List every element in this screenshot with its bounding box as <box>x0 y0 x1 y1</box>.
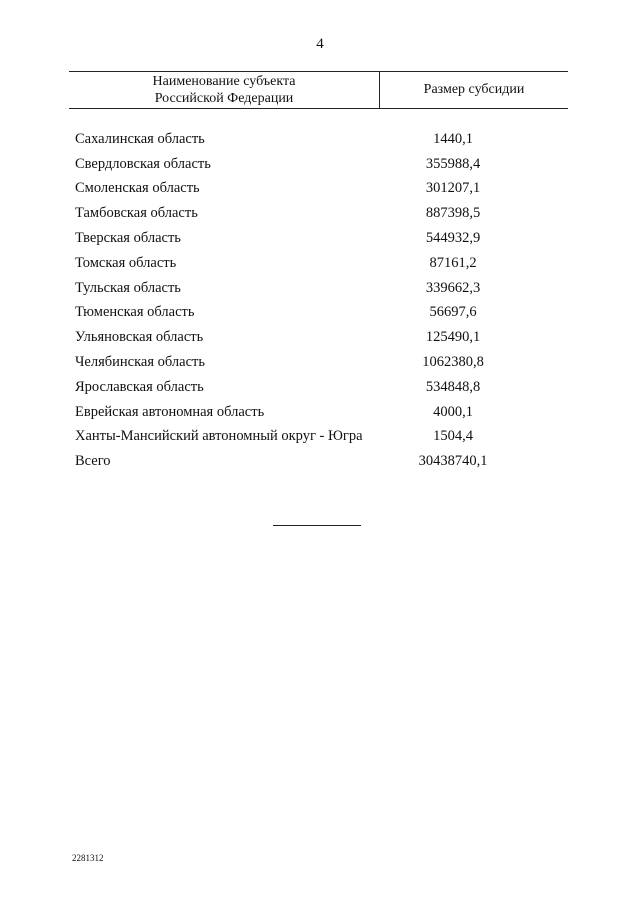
region-name: Смоленская область <box>75 180 200 197</box>
region-name: Тверская область <box>75 230 181 247</box>
subsidy-amount: 339662,3 <box>425 279 481 296</box>
region-name: Свердловская область <box>75 155 211 172</box>
end-divider <box>273 525 361 526</box>
table-row <box>75 425 568 450</box>
amount-column-header: Размер субсидии <box>423 82 525 97</box>
subsidy-amount: 301207,1 <box>425 180 481 197</box>
region-name: Ханты-Мансийский автономный округ - Югра <box>75 428 363 445</box>
region-name: Ярославская область <box>75 378 204 395</box>
subject-column-header <box>69 72 380 108</box>
subsidy-amount: 887398,5 <box>425 205 481 222</box>
table-body <box>75 127 568 474</box>
subsidy-amount: 56697,6 <box>429 304 477 321</box>
table-row <box>75 350 568 375</box>
subsidy-amount: 4000,1 <box>433 403 473 420</box>
region-name: Еврейская автономная область <box>75 403 265 420</box>
subsidy-amount: 125490,1 <box>425 329 481 346</box>
region-name: Тюменская область <box>75 304 195 321</box>
subsidy-amount: 544932,9 <box>425 230 481 247</box>
table-row <box>75 276 568 301</box>
page-number: 4 <box>316 36 324 52</box>
subsidy-amount: 1504,4 <box>433 428 473 445</box>
table-row <box>75 201 568 226</box>
region-name: Сахалинская область <box>75 130 205 147</box>
subsidy-amount: 87161,2 <box>429 254 477 271</box>
table-row <box>75 375 568 400</box>
table-row <box>75 400 568 425</box>
region-name: Челябинская область <box>75 354 205 371</box>
region-name: Тамбовская область <box>75 205 198 222</box>
subsidy-amount: 534848,8 <box>425 378 481 395</box>
subject-header-line-2: Российской Федерации <box>154 91 294 106</box>
table-row <box>75 325 568 350</box>
table-row <box>75 251 568 276</box>
subsidy-amount: 1440,1 <box>433 130 473 147</box>
table-row <box>75 152 568 177</box>
total-row <box>75 449 568 474</box>
table-row <box>75 226 568 251</box>
subject-header-line-1: Наименование субъекта <box>152 74 296 89</box>
region-name: Томская область <box>75 254 177 271</box>
table-row <box>75 177 568 202</box>
table-row <box>75 301 568 326</box>
table-header <box>69 71 568 109</box>
total-label: Всего <box>75 453 111 470</box>
subsidy-amount: 355988,4 <box>425 155 481 172</box>
region-name: Ульяновская область <box>75 329 204 346</box>
document-code: 2281312 <box>72 853 104 863</box>
subsidy-amount: 1062380,8 <box>422 354 484 371</box>
region-name: Тульская область <box>75 279 181 296</box>
table-row <box>75 127 568 152</box>
total-amount: 30438740,1 <box>418 453 488 470</box>
